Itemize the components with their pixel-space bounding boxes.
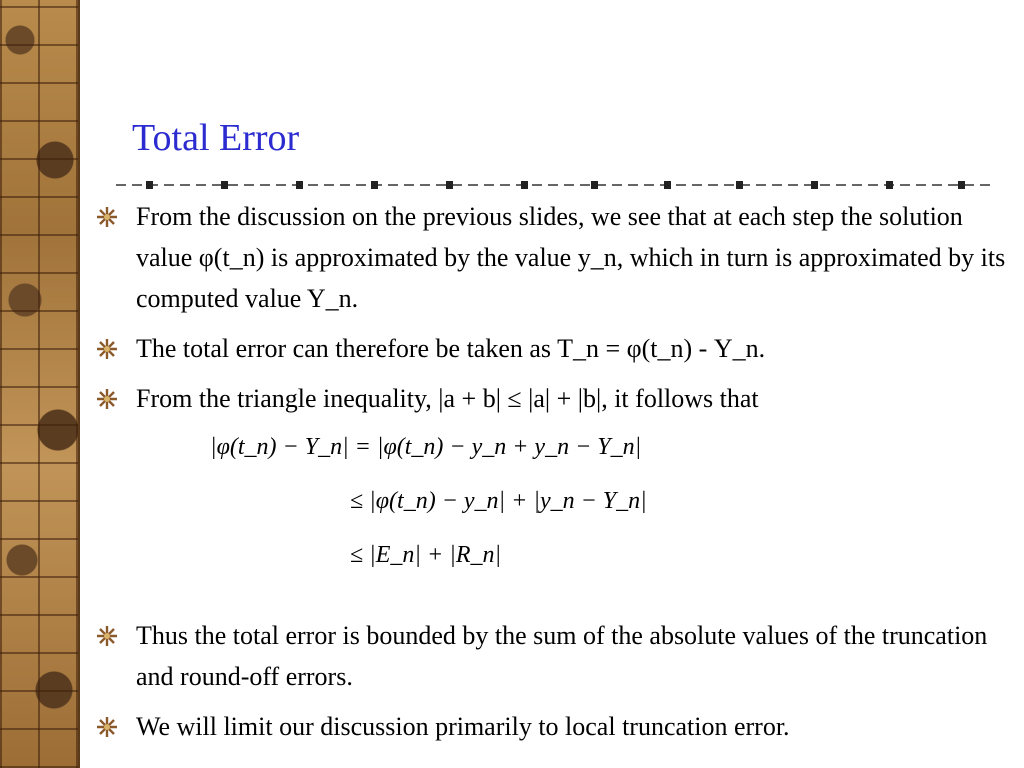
asterisk-bullet-icon xyxy=(96,388,118,410)
bullet-item xyxy=(96,615,1006,697)
asterisk-bullet-icon xyxy=(96,716,118,738)
bullet-item xyxy=(96,328,1006,369)
bullet-text: From the discussion on the previous slides, we see that at each step the solution value φ(t_n) is approximated by the value y_n, which in turn is approximated by its computed value Y_n. xyxy=(136,202,1006,313)
decorative-sidebar xyxy=(0,0,80,768)
bullet-text: Thus the total error is bounded by the sum of the absolute values of the truncation and round-off errors. xyxy=(136,621,988,691)
equation-line: |φ(t_n) − Y_n| = |φ(t_n) − y_n + y_n − Y_n| xyxy=(210,434,642,460)
bullet-text: We will limit our discussion primarily to local truncation error. xyxy=(136,712,790,741)
bullet-text: From the triangle inequality, |a + b| ≤ |a| + |b|, it follows that xyxy=(136,384,759,413)
asterisk-bullet-icon xyxy=(96,206,118,228)
bullet-item xyxy=(96,378,1006,419)
asterisk-bullet-icon xyxy=(96,625,118,647)
asterisk-bullet-icon xyxy=(96,338,118,360)
slide-title: Total Error xyxy=(132,117,300,159)
dashed-divider xyxy=(116,178,996,192)
equation-block xyxy=(210,428,710,588)
equation-line: ≤ |φ(t_n) − y_n| + |y_n − Y_n| xyxy=(350,488,647,514)
bullet-item xyxy=(96,706,1006,747)
bullet-text: The total error can therefore be taken as T_n = φ(t_n) - Y_n. xyxy=(136,334,766,363)
equation-line: ≤ |E_n| + |R_n| xyxy=(350,542,502,568)
bullet-item xyxy=(96,196,1006,319)
